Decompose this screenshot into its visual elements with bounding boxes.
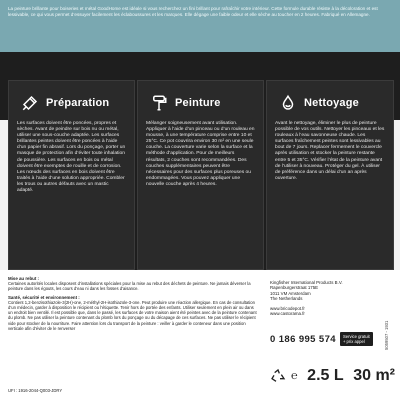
customer-service bbox=[270, 330, 395, 348]
panel-nettoyage bbox=[266, 80, 394, 270]
legal-text bbox=[8, 276, 258, 331]
instructions-panels bbox=[8, 80, 394, 270]
panel-title: Nettoyage bbox=[304, 97, 359, 109]
lot-code: 5059507 - 1931 bbox=[384, 320, 389, 350]
panel-body: Mélanger soigneusement avant utilisation. Appliquer à l’aide d’un pinceau ou d’un rouleau en mousse, à une température comprise entre 10 et 25°C. Ce pot couvrira environ 30 m² en une seule couche. La couverture varie selon la surface et la méthode d’application. Pour de meilleurs résultats, 2 couches sont recommandées. Des couches supplémentaires peuvent être nécessaires pour des surfaces plus poreuses ou endommagées. Vous pouvez appliquer une nouvelle couche après 4 heures. bbox=[146, 121, 255, 187]
panel-header bbox=[267, 91, 393, 115]
service-phone: 0 186 995 574 bbox=[270, 333, 336, 345]
panel-peinture bbox=[137, 80, 264, 270]
panel-body: Avant le nettoyage, éliminer le plus de peinture possible de vos outils. Nettoyer les pinceaux et les rouleaux à l’eau savonneuse chaude. Les surfaces fraîchement peintes sont lessivables au bout de 7 jours. Replacer fermement le couvercle après utilisation et stocker la peinture restante entre 5 et 35°C. Vérifier l’état de la peinture avant de l’utiliser à nouveau. Protéger du gel. À utiliser de préférence dans un délai d’un an après ouverture. bbox=[275, 121, 385, 181]
service-badge: Service gratuit + prix appel bbox=[340, 332, 373, 346]
disposal-text: Certaines autorités locales disposent d’installations spéciales pour la mise au rebut des déchets de peinture. Ne jamais déverser la peinture dans les égouts, les cours d’eau ni dans les fosses d’aisance. bbox=[8, 281, 251, 292]
footer bbox=[270, 356, 395, 396]
company-address: Kingfisher International Products B.V. Rapenburgerstraat 175E 1011 VM Amsterdam The Netherlands bbox=[270, 280, 343, 302]
company-info bbox=[270, 280, 392, 316]
volume: 2.5 L bbox=[307, 367, 344, 384]
panel-body: Les surfaces doivent être poncées, propres et sèches. Avant de peindre sur bois nu ou métal, utiliser une sous-couche adaptée. Les surfaces brillantes peintes doivent être poncées à l’aide d’un papier fin abrasif. Lors du ponçage, porter un masque de protection afin d’éviter toute inhalation de poussière. Les surfaces en bois ou métal doivent être exemptes de rouille et de corrosion. Les nœuds des surfaces en bois doivent être traités à l’aide d’une solution appropriée. Combler les trous ou autres défauts avec un mastic adapté. bbox=[17, 121, 126, 194]
panel-header bbox=[138, 91, 263, 115]
ufi-code: UFI : 1916-2044-Q003-JDRY bbox=[8, 388, 63, 393]
brush-cleaning-icon bbox=[279, 94, 297, 112]
panel-title: Peinture bbox=[175, 97, 221, 109]
health-heading: Santé, sécurité et environnement : bbox=[8, 294, 80, 300]
disposal-heading: Mise au rebut : bbox=[8, 276, 39, 281]
health-text: Contient 1,2-benzisothiazole-3(2H)-one, 2-méthyl-2H-isothiazole-3-one. Peut produire une réaction allergique. En cas de consultation d’un médecin, garder à disposition le récipient ou l’étiquette. Tenir hors de portée des enfants. Utiliser seulement en plein air ou dans un endroit bien ventilé. Il est possible que, dans le passé, les surfaces de votre maison aient été peintes avec de la peinture contenant du plomb. Ne pas utiliser la peinture contenant du plomb lors du ponçage ou du décapage de ces surfaces. Ne pas utiliser le récipient vide pour stocker de la nourriture. Faire attention lors du transport de la peinture : veiller à garder le conteneur dans une position verticale afin d’éviter de le renverser bbox=[8, 299, 257, 331]
panel-header bbox=[9, 91, 134, 115]
label-bottom bbox=[0, 270, 400, 400]
panel-title: Préparation bbox=[46, 97, 110, 109]
footer-icons bbox=[270, 368, 298, 384]
coverage: 30 m² bbox=[353, 367, 395, 384]
preparation-icon bbox=[21, 94, 39, 112]
ce-mark: ℮ bbox=[291, 370, 298, 382]
paint-roller-icon bbox=[150, 94, 168, 112]
recycle-icon bbox=[270, 368, 286, 384]
panel-preparation bbox=[8, 80, 135, 270]
websites: www.bricodepot.fr www.castorama.fr bbox=[270, 305, 305, 317]
top-intro: La peinture brillante pour boiseries et métal GoodHome est idéale si vous recherchez un fini brillant pour rafraîchir votre intérieur. Cette formule durable résiste à la décoloration et est lessivable, ce qui vous permet d’essuyer facilement les éclaboussures et les marques. Elle dégage une faible odeur et elle sèche au toucher en 2 heures. Fabriqué en Allemagne. bbox=[8, 6, 378, 17]
